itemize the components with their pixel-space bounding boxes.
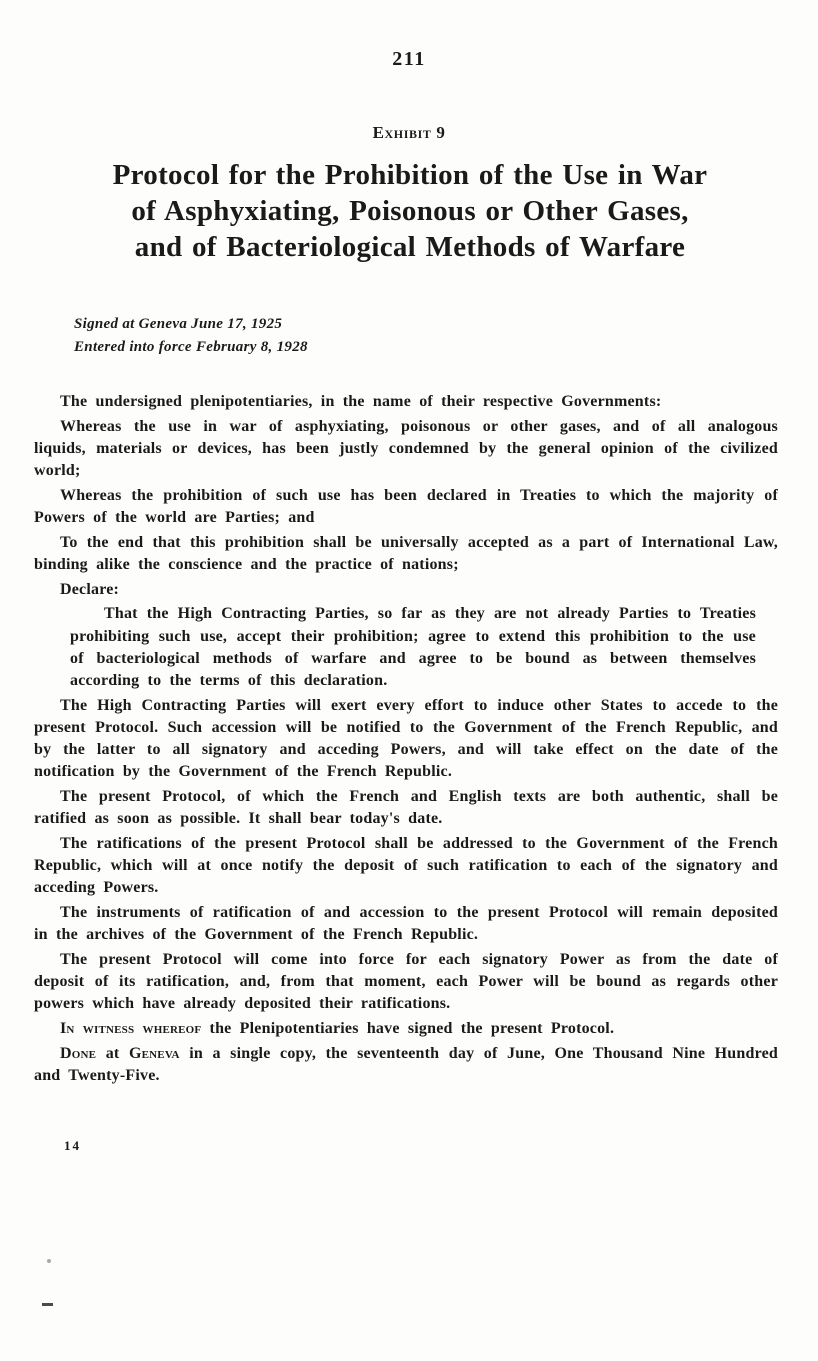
document-body xyxy=(34,391,778,1090)
document-title xyxy=(30,157,790,265)
to-the-end-clause: To the end that this prohibition shall be universally accepted as a part of International Law, binding alike the conscience and the practice of nations; xyxy=(34,533,778,573)
printer-signature-mark: 14 xyxy=(64,1138,81,1153)
scan-artifact-dot xyxy=(47,1259,51,1263)
done-rest: in a single copy, the seventeenth day of June, One Thousand Nine Hundred and Twenty-Five. xyxy=(34,1044,778,1084)
ratifications-paragraph: The ratifications of the present Protocol shall be addressed to the Government of the French Republic, which will at once notify the deposit of such ratification to each of the signatory and acceding Powers. xyxy=(34,834,778,897)
done-word: Done xyxy=(60,1044,97,1062)
whereas-clause-2: Whereas the prohibition of such use has been declared in Treaties to which the majority of Powers of the world are Parties; and xyxy=(34,486,778,527)
geneva-word: Geneva xyxy=(128,1044,180,1062)
done-paragraph xyxy=(34,1043,778,1087)
declare-label: Declare: xyxy=(60,580,120,598)
entry-into-force-paragraph: The present Protocol will come into force for each signatory Power as from the date of deposit of its ratification, and, from that moment, each Power will be bound as regards other powers which have already deposited their ratifications. xyxy=(34,950,778,1013)
title-line-1: Protocol for the Prohibition of the Use in War xyxy=(112,159,708,191)
entered-into-force-line: Entered into force February 8, 1928 xyxy=(74,339,308,355)
witness-rest: the Plenipotentiaries have signed the present Protocol. xyxy=(201,1019,615,1037)
title-line-3: and of Bacteriological Methods of Warfare xyxy=(134,231,686,263)
witness-paragraph xyxy=(34,1018,778,1040)
accession-paragraph: The High Contracting Parties will exert every effort to induce other States to accede to the present Protocol. Such accession will be notified to the Government of the French Republic, and by the latter to all signatory and acceding Powers, and will take effect on the date of the notification by the Government of the French Republic. xyxy=(34,696,778,781)
declaration-clause: That the High Contracting Parties, so far as they are not already Parties to Treaties prohibiting such use, accept their prohibition; agree to extend this prohibition to the use of bacteriological methods of warfare and agree to be bound as between themselves according to the terms of this declaration. xyxy=(70,605,756,689)
whereas-clause-1: Whereas the use in war of asphyxiating, poisonous or other gases, and of all analogous liquids, materials or devices, has been justly condemned by the general opinion of the civilized world; xyxy=(34,417,778,480)
date-block xyxy=(74,313,308,359)
preamble-paragraph: The undersigned plenipotentiaries, in the name of their respective Governments: xyxy=(60,393,662,410)
exhibit-label: Exhibit 9 xyxy=(372,123,446,142)
instruments-paragraph: The instruments of ratification of and accession to the present Protocol will remain deposited in the archives of the Government of the French Republic. xyxy=(34,903,778,944)
page-number: 211 xyxy=(392,48,426,70)
done-mid: at xyxy=(96,1044,129,1062)
title-line-2: of Asphyxiating, Poisonous or Other Gases, xyxy=(131,195,689,227)
signed-date-line: Signed at Geneva June 17, 1925 xyxy=(74,316,283,332)
witness-smallcaps: In witness whereof xyxy=(60,1019,202,1037)
authentic-texts-paragraph: The present Protocol, of which the French and English texts are both authentic, shall be ratified as soon as possible. It shall bear today's date. xyxy=(34,787,778,828)
scan-artifact-dash xyxy=(42,1303,53,1306)
